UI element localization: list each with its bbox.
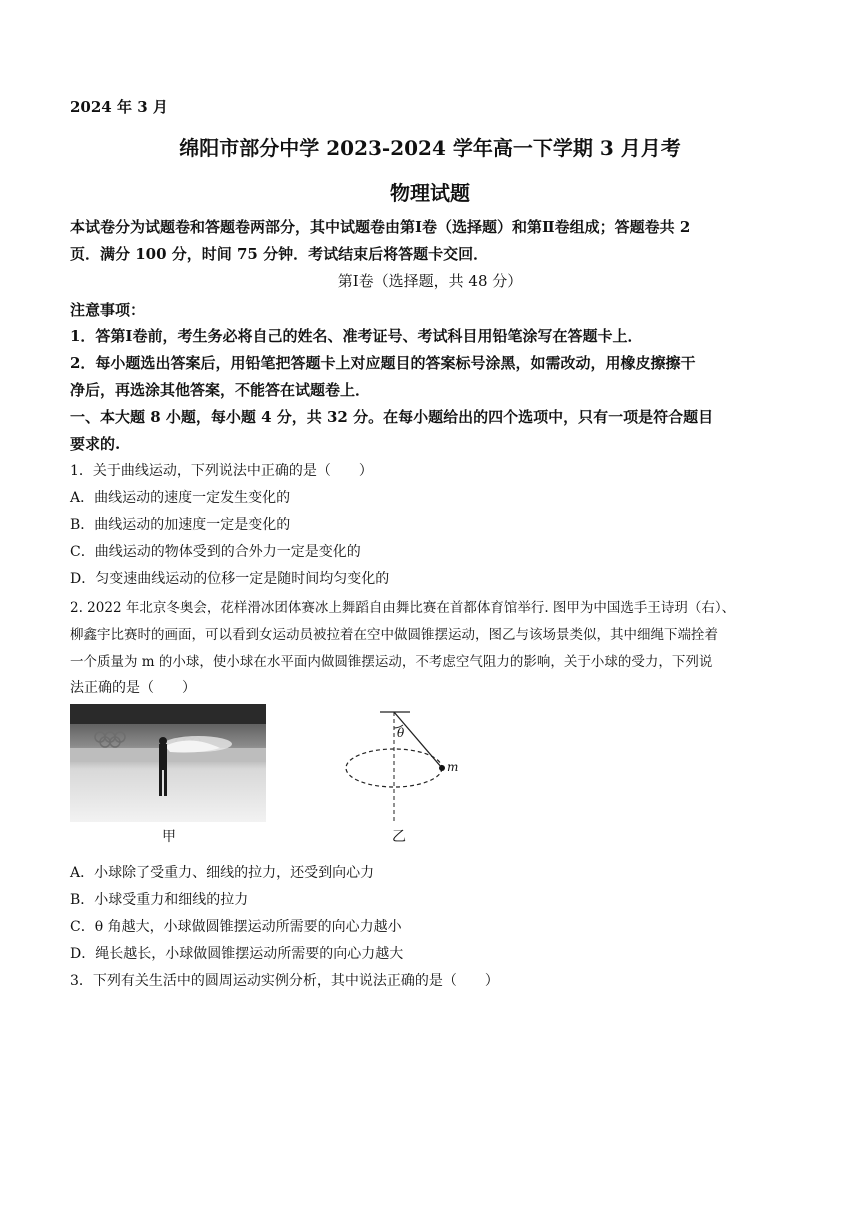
question-2-option-d: D．绳长越长，小球做圆锥摆运动所需要的向心力越大 (70, 946, 404, 962)
question-2-option-a: A．小球除了受重力、细线的拉力，还受到向心力 (70, 865, 375, 881)
question-2-line-3: 一个质量为 m 的小球，使小球在水平面内做圆锥摆运动，不考虑空气阻力的影响，关于小球的受力，下列说 (70, 654, 713, 670)
exam-subject: 物理试题 (390, 181, 470, 205)
question-1-option-b: B．曲线运动的加速度一定是变化的 (70, 517, 291, 533)
question-2-option-c: C．θ 角越大，小球做圆锥摆运动所需要的向心力越小 (70, 919, 402, 935)
volume-heading: 第Ⅰ卷（选择题，共 48 分） (337, 272, 523, 290)
skating-photo-image (70, 704, 266, 822)
section-1-line-2: 要求的. (70, 435, 121, 453)
exam-title: 绵阳市部分中学 2023-2024 学年高一下学期 3 月月考 (179, 136, 681, 160)
notes-heading: 注意事项： (70, 301, 146, 319)
figure-a-caption: 甲 (162, 829, 176, 845)
theta-label: θ (397, 726, 405, 740)
notes-item-2-line-2: 净后，再选涂其他答案，不能答在试题卷上． (70, 381, 371, 399)
notes-item-2-line-1: 2．每小题选出答案后，用铅笔把答题卡上对应题目的答案标号涂黑，如需改动，用橡皮擦擦干 (70, 354, 696, 372)
question-2-line-4: 法正确的是（ ） (70, 680, 196, 696)
figure-skating-photo (70, 704, 266, 822)
question-1-option-d: D．匀变速曲线运动的位移一定是随时间均匀变化的 (70, 571, 390, 587)
question-2-option-b: B．小球受重力和细线的拉力 (70, 892, 249, 908)
figure-b-caption: 乙 (392, 829, 406, 845)
question-1-option-c: C．曲线运动的物体受到的合外力一定是变化的 (70, 544, 361, 560)
question-1-option-a: A．曲线运动的速度一定发生变化的 (70, 490, 291, 506)
exam-date: 2024 年 3 月 (70, 98, 168, 116)
intro-line-1: 本试卷分为试题卷和答题卷两部分，其中试题卷由第Ⅰ卷（选择题）和第Ⅱ卷组成；答题卷共 2 (70, 218, 691, 236)
question-2-line-1: 2. 2022 年北京冬奥会，花样滑冰团体赛冰上舞蹈自由舞比赛在首都体育馆举行. 图甲为中国选手王诗玥（右）、 (70, 600, 736, 616)
section-1-line-1: 一、本大题 8 小题，每小题 4 分，共 32 分。在每小题给出的四个选项中，只有一项是符合题目 (70, 408, 714, 426)
question-1-stem: 1．关于曲线运动，下列说法中正确的是（ ） (70, 463, 373, 479)
intro-line-2: 页．满分 100 分，时间 75 分钟．考试结束后将答题卡交回． (70, 245, 489, 263)
notes-item-1: 1．答第Ⅰ卷前，考生务必将自己的姓名、准考证号、考试科目用铅笔涂写在答题卡上． (70, 327, 643, 345)
question-3-stem: 3．下列有关生活中的圆周运动实例分析，其中说法正确的是（ ） (70, 973, 499, 989)
question-2-line-2: 柳鑫宇比赛时的画面，可以看到女运动员被拉着在空中做圆锥摆运动，图乙与该场景类似，其中细绳下端拴着 (70, 627, 718, 643)
mass-label: m (447, 760, 459, 774)
